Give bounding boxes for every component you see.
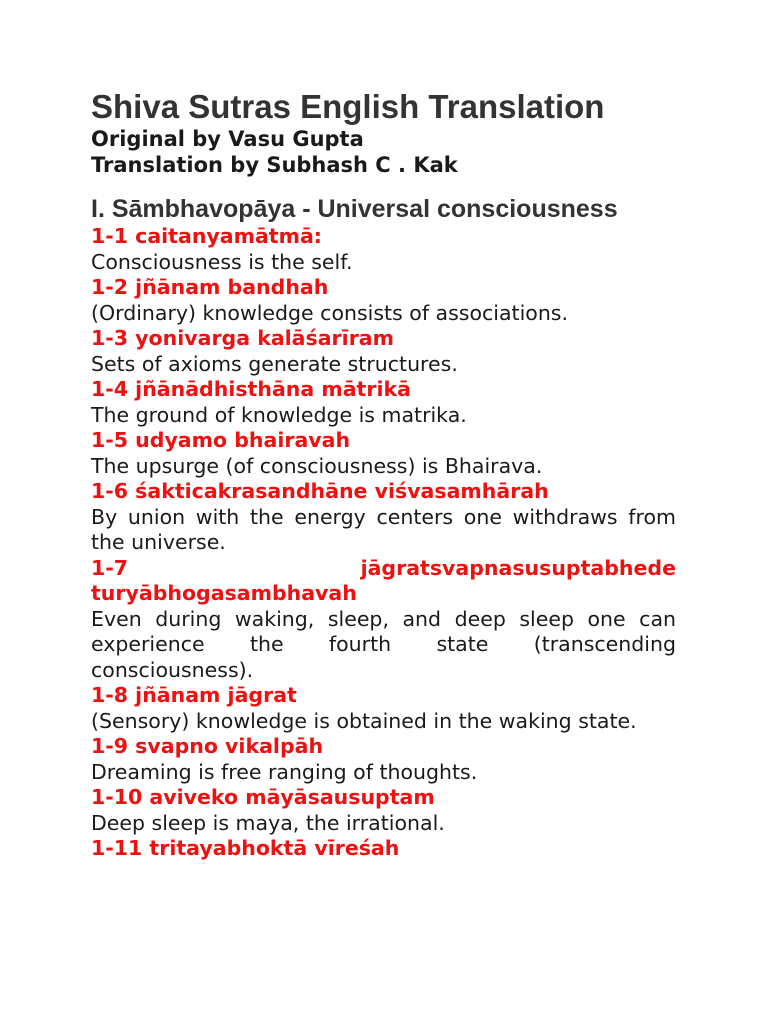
sutra-sanskrit: 1-6 śakticakrasandhāne viśvasamhārah: [91, 479, 549, 503]
sutra-sanskrit: 1-5 udyamo bhairavah: [91, 428, 351, 452]
sutra-item: [91, 785, 676, 836]
sutra-translation: Deep sleep is maya, the irrational.: [91, 810, 445, 835]
sutra-sanskrit: 1-8 jñānam jāgrat: [91, 683, 297, 707]
sutra-translation: Consciousness is the self.: [91, 249, 353, 274]
document-title: Shiva Sutras English Translation: [91, 88, 605, 125]
sutra-sanskrit: 1-7 jāgratsvapnasusuptabhede turyābhogasambhavah: [91, 555, 676, 605]
sutra-sanskrit: 1-4 jñānādhisthāna mātrikā: [91, 377, 411, 401]
sutra-translation: Sets of axioms generate structures.: [91, 351, 458, 376]
sutra-item: [91, 734, 676, 785]
translator-line: Translation by Subhash C . Kak: [91, 153, 458, 177]
sutra-translation: (Sensory) knowledge is obtained in the waking state.: [91, 708, 637, 733]
sutra-item: [91, 377, 676, 428]
sutra-sanskrit: 1-9 svapno vikalpāh: [91, 734, 324, 758]
sutra-item: [91, 428, 676, 479]
sutra-sanskrit: 1-11 tritayabhoktā vīreśah: [91, 836, 400, 860]
sutra-item: [91, 275, 676, 326]
sutra-item: [91, 836, 676, 862]
sutra-translation: The upsurge (of consciousness) is Bhairava.: [91, 453, 543, 478]
document-page: [91, 88, 676, 862]
sutra-item: [91, 683, 676, 734]
sutra-sanskrit: 1-2 jñānam bandhah: [91, 275, 329, 299]
sutra-list: [91, 224, 676, 862]
sutra-item: [91, 224, 676, 275]
sutra-sanskrit: 1-10 aviveko māyāsausuptam: [91, 785, 435, 809]
sutra-sanskrit: 1-1 caitanyamātmā:: [91, 224, 322, 248]
sutra-translation: By union with the energy centers one withdraws from the universe.: [91, 504, 676, 554]
sutra-translation: Dreaming is free ranging of thoughts.: [91, 759, 478, 784]
sutra-sanskrit: 1-3 yonivarga kalāśarīram: [91, 326, 394, 350]
sutra-item: [91, 326, 676, 377]
section-heading: I. Sāmbhavopāya - Universal consciousness: [91, 195, 618, 223]
sutra-item: [91, 556, 676, 684]
sutra-item: [91, 479, 676, 556]
sutra-translation: The ground of knowledge is matrika.: [91, 402, 467, 427]
sutra-translation: Even during waking, sleep, and deep sleep one can experience the fourth state (transcending consciousness).: [91, 606, 676, 682]
original-author-line: Original by Vasu Gupta: [91, 127, 364, 151]
sutra-translation: (Ordinary) knowledge consists of associations.: [91, 300, 569, 325]
